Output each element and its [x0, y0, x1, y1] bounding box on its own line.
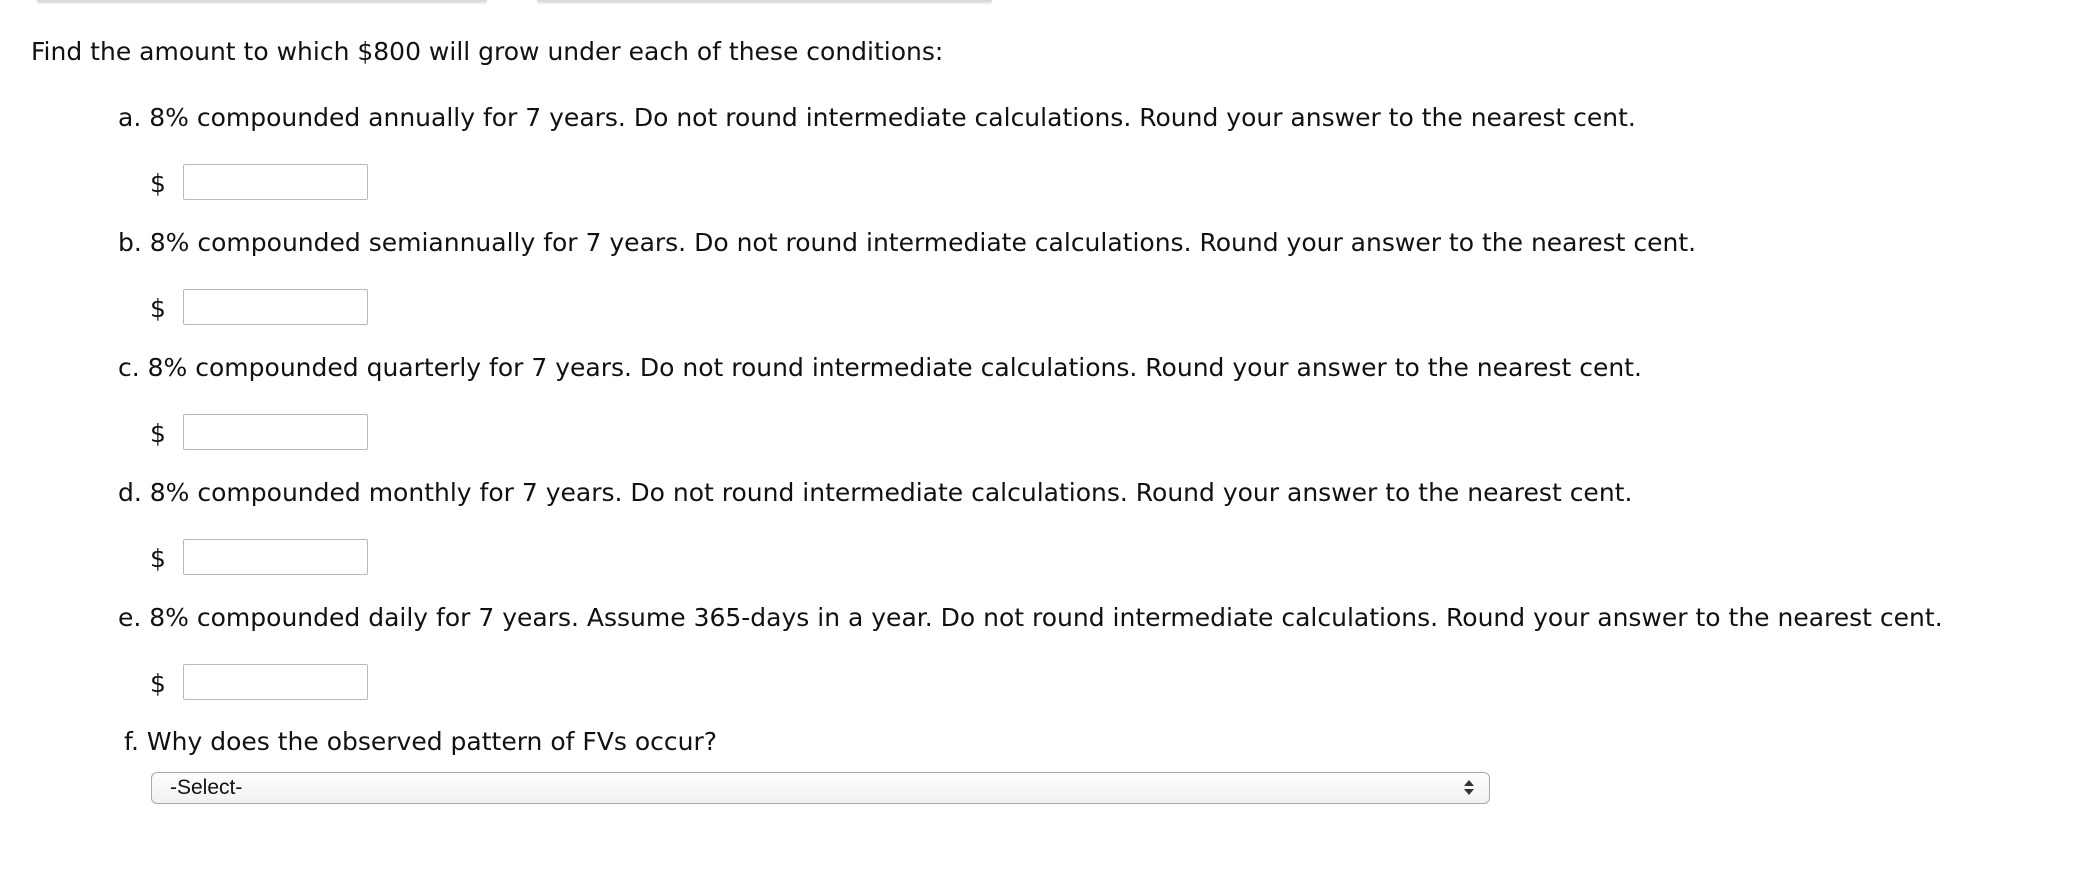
question-c-text: 8% compounded quarterly for 7 years. Do not round intermediate calculations. Round your answer to the nearest cent.: [147, 353, 1642, 382]
question-f: [124, 724, 717, 760]
answer-input-a[interactable]: [183, 164, 368, 200]
problem-intro: Find the amount to which $800 will grow under each of these conditions:: [31, 37, 944, 66]
answer-input-c[interactable]: [183, 414, 368, 450]
question-d: [118, 475, 1632, 511]
question-b-label: b.: [118, 228, 142, 257]
question-a-label: a.: [118, 103, 142, 132]
answer-input-d[interactable]: [183, 539, 368, 575]
question-e-label: e.: [118, 603, 142, 632]
top-panel-edge-left: [37, 0, 487, 2]
question-c-label: c.: [118, 353, 140, 382]
question-a: [118, 100, 1636, 136]
select-value: -Select-: [170, 776, 243, 799]
select-arrows-icon: [1463, 778, 1475, 798]
top-panel-edge-right: [537, 0, 992, 2]
currency-symbol-d: $: [150, 544, 166, 573]
currency-symbol-c: $: [150, 419, 166, 448]
currency-symbol-b: $: [150, 294, 166, 323]
question-f-text: Why does the observed pattern of FVs occur?: [146, 727, 718, 756]
question-c: [118, 350, 1642, 386]
question-d-label: d.: [118, 478, 142, 507]
question-e-text: 8% compounded daily for 7 years. Assume 365-days in a year. Do not round intermediate calculations. Round your answer to the nearest cent.: [149, 603, 1943, 632]
currency-symbol-a: $: [150, 169, 166, 198]
answer-input-b[interactable]: [183, 289, 368, 325]
answer-input-e[interactable]: [183, 664, 368, 700]
question-d-text: 8% compounded monthly for 7 years. Do not round intermediate calculations. Round your answer to the nearest cent.: [149, 478, 1633, 507]
question-f-label: f.: [124, 727, 139, 756]
currency-symbol-e: $: [150, 669, 166, 698]
answer-select-f[interactable]: [151, 772, 1490, 804]
question-a-text: 8% compounded annually for 7 years. Do not round intermediate calculations. Round your answer to the nearest cent.: [149, 103, 1636, 132]
question-e: [118, 600, 1943, 636]
question-b: [118, 225, 1696, 261]
question-b-text: 8% compounded semiannually for 7 years. Do not round intermediate calculations. Round your answer to the nearest cent.: [149, 228, 1697, 257]
